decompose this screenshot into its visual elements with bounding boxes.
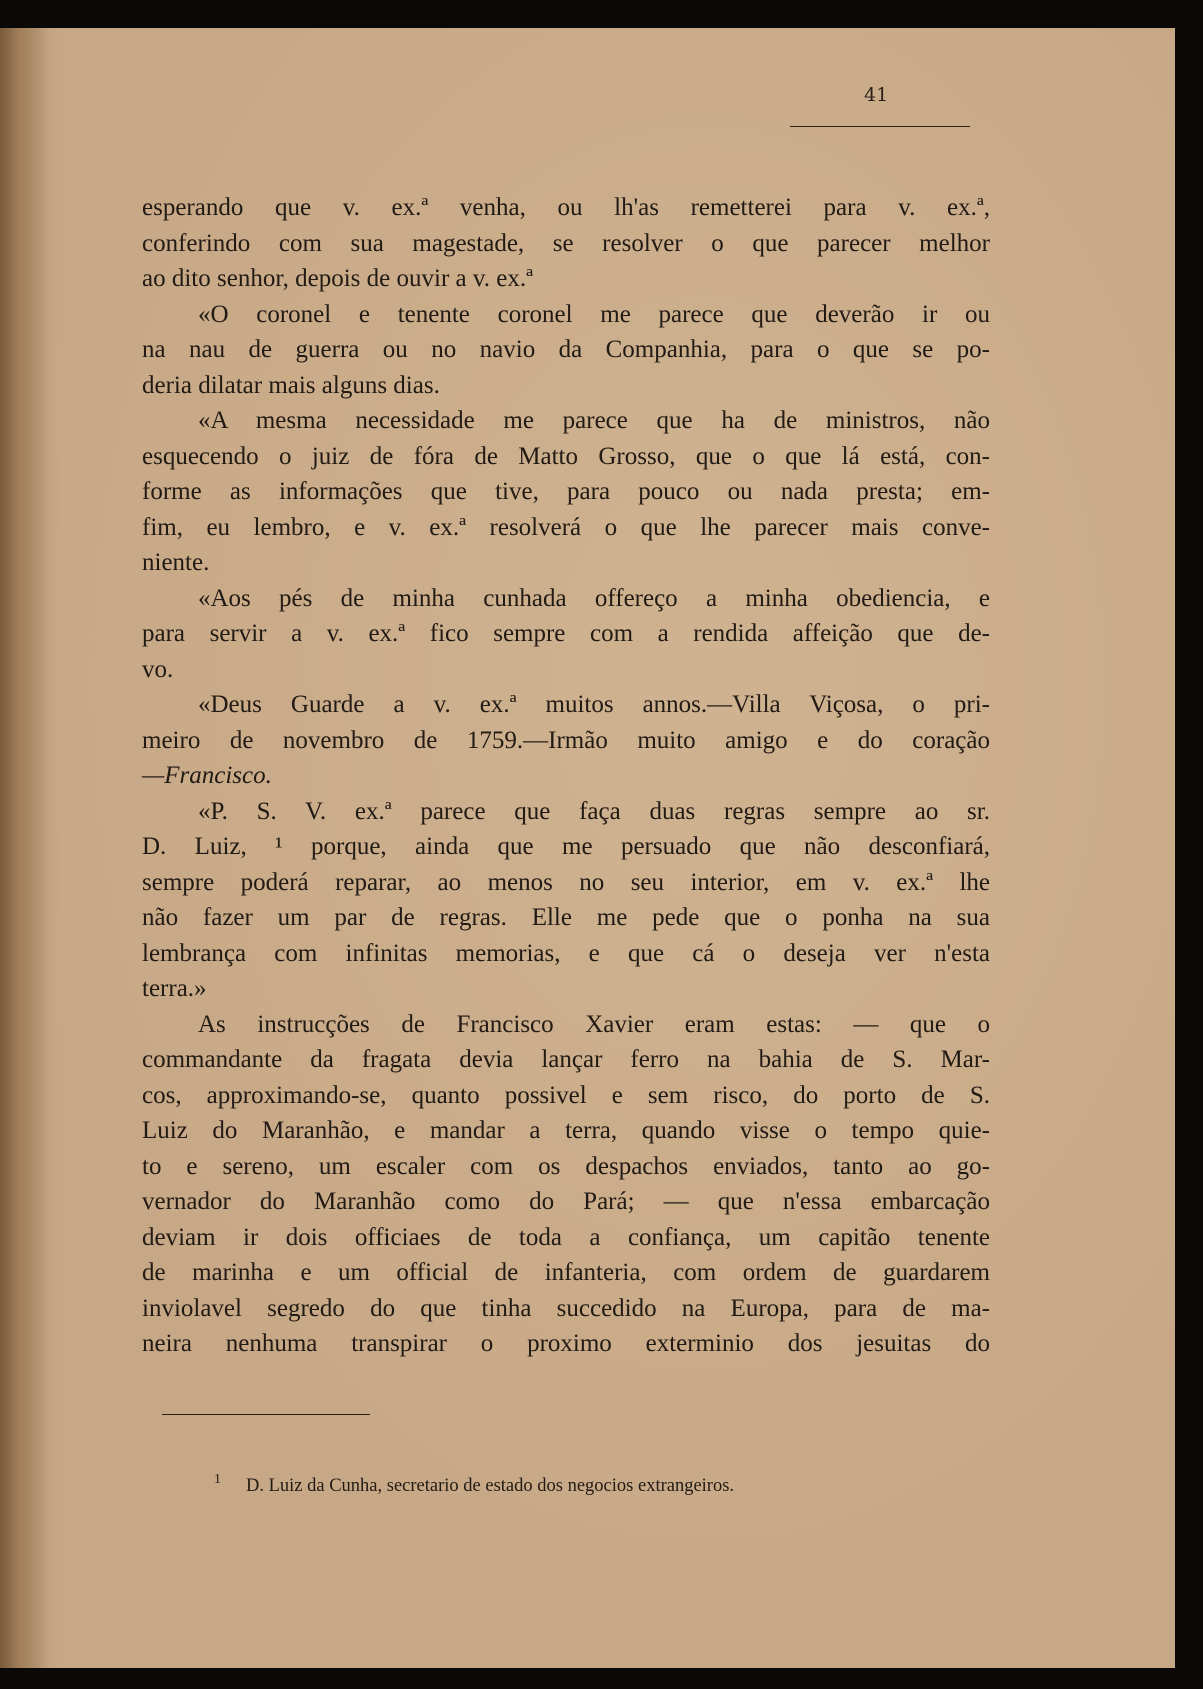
text-line: para servir a v. ex.ª fico sempre com a rendida affeição que de- [142, 620, 990, 647]
text-line: «P. S. V. ex.ª parece que faça duas regras sempre ao sr. [198, 797, 990, 825]
signature-line: —Francisco. [142, 762, 272, 789]
text-line: niente. [142, 549, 210, 576]
book-page [0, 28, 1175, 1668]
text-line: vernador do Maranhão como do Pará; — que n'essa embarcação [142, 1188, 990, 1215]
text-line: vo. [142, 655, 174, 683]
text-line: meiro de novembro de 1759.—Irmão muito amigo e do coração [142, 726, 990, 754]
text-line: commandante da fragata devia lançar ferro na bahia de S. Mar- [142, 1046, 990, 1073]
text-line: neira nenhuma transpirar o proximo exterminio dos jesuitas do [142, 1330, 990, 1357]
text-line: inviolavel segredo do que tinha succedido na Europa, para de ma- [142, 1294, 990, 1322]
text-line: forme as informações que tive, para pouco ou nada presta; em- [142, 478, 990, 505]
footnote [214, 1472, 735, 1497]
text-line: to e sereno, um escaler com os despachos enviados, tanto ao go- [142, 1152, 990, 1180]
header-rule [790, 126, 970, 127]
footnote-text: D. Luiz da Cunha, secretario de estado dos negocios extrangeiros. [246, 1476, 735, 1496]
text-line: não fazer um par de regras. Elle me pede que o ponha na sua [142, 904, 990, 931]
text-line: terra.» [142, 975, 207, 1002]
page-spine-shadow [0, 28, 48, 1668]
text-line: «Aos pés de minha cunhada offereço a minha obediencia, e [198, 584, 990, 612]
text-line: de marinha e um official de infanteria, com ordem de guardarem [142, 1259, 990, 1286]
text-line: esquecendo o juiz de fóra de Matto Grosso, que o que lá está, con- [142, 442, 990, 470]
text-line: sempre poderá reparar, ao menos no seu interior, em v. ex.ª lhe [142, 868, 990, 896]
footnote-mark: 1 [214, 1472, 221, 1487]
text-line: esperando que v. ex.ª venha, ou lh'as remetterei para v. ex.ª, [142, 194, 990, 221]
footnote-rule [162, 1414, 370, 1415]
text-line: D. Luiz, ¹ porque, ainda que me persuado que não desconfiará, [142, 833, 990, 860]
text-line: ao dito senhor, depois de ouvir a v. ex.ª [142, 265, 533, 292]
text-line: fim, eu lembro, e v. ex.ª resolverá o que lhe parecer mais conve- [142, 513, 990, 541]
text-line: deria dilatar mais alguns dias. [142, 371, 440, 399]
page-number: 41 [864, 84, 889, 106]
text-line: As instrucções de Francisco Xavier eram estas: — que o [198, 1010, 990, 1038]
text-line: deviam ir dois officiaes de toda a confiança, um capitão tenente [142, 1223, 990, 1251]
text-line: «O coronel e tenente coronel me parece que deverão ir ou [198, 300, 990, 328]
text-line: «Deus Guarde a v. ex.ª muitos annos.—Villa Viçosa, o pri- [198, 691, 990, 718]
text-line: conferindo com sua magestade, se resolver o que parecer melhor [142, 229, 990, 257]
text-line: na nau de guerra ou no navio da Companhia, para o que se po- [142, 336, 990, 363]
text-line: lembrança com infinitas memorias, e que cá o deseja ver n'esta [142, 939, 990, 967]
text-line: cos, approximando-se, quanto possivel e sem risco, do porto de S. [142, 1081, 990, 1109]
text-line: «A mesma necessidade me parece que ha de ministros, não [198, 407, 990, 434]
body-text [142, 190, 990, 1362]
text-line: Luiz do Maranhão, e mandar a terra, quando visse o tempo quie- [142, 1117, 990, 1144]
